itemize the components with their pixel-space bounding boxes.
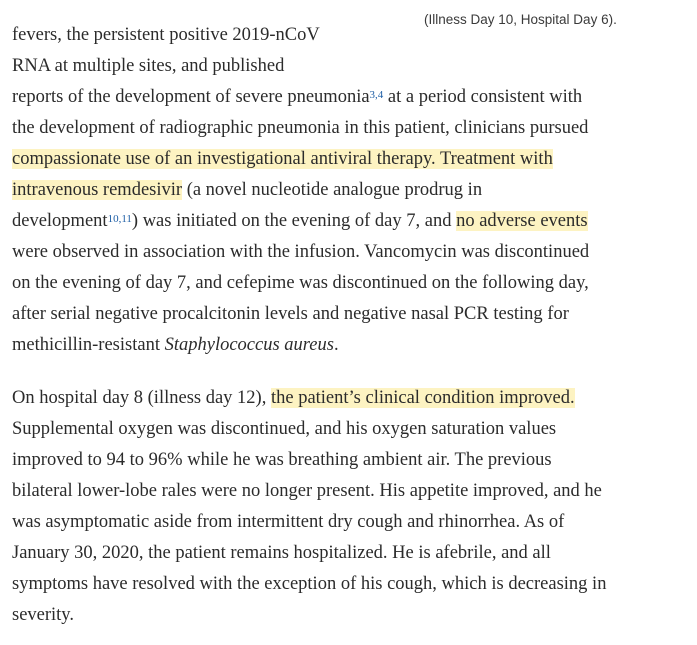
text-line: was asymptomatic aside from intermittent dry cough and rhinorrhea. As of <box>12 512 565 532</box>
text-line: RNA at multiple sites, and published <box>12 56 285 76</box>
highlight[interactable]: intravenous remdesivir <box>12 180 183 200</box>
text-line: after serial negative procalcitonin levels and negative nasal PCR testing for <box>12 304 569 324</box>
text-line: were observed in association with the infusion. Vancomycin was discontinued <box>12 242 590 262</box>
text-line: Supplemental oxygen was discontinued, and his oxygen saturation values <box>12 419 557 439</box>
text-line: improved to 94 to 96% while he was breathing ambient air. The previous <box>12 450 552 470</box>
text-span: reports of the development of severe pneumonia <box>12 87 370 107</box>
text-line <box>12 383 575 414</box>
reference-link[interactable]: 3,4 <box>369 89 384 101</box>
text-line <box>12 206 588 237</box>
text-line <box>12 330 339 361</box>
text-span: methicillin-resistant <box>12 335 165 355</box>
text-span: (a novel nucleotide analogue prodrug in <box>182 180 483 200</box>
figure-caption: (Illness Day 10, Hospital Day 6). <box>424 12 617 27</box>
text-span: . <box>333 335 339 355</box>
reference-link[interactable]: 10,11 <box>107 213 132 225</box>
text-line: on the evening of day 7, and cefepime was discontinued on the following day, <box>12 273 589 293</box>
text-line: severity. <box>12 605 74 625</box>
text-line: January 30, 2020, the patient remains hospitalized. He is afebrile, and all <box>12 543 551 563</box>
highlight[interactable]: compassionate use of an investigational antiviral therapy. Treatment with <box>12 149 553 169</box>
text-line <box>12 175 482 206</box>
text-line <box>12 144 553 175</box>
text-line: bilateral lower-lobe rales were no longer present. His appetite improved, and he <box>12 481 602 501</box>
text-span: On hospital day 8 (illness day 12), <box>12 388 271 408</box>
highlight[interactable]: the patient’s clinical condition improved. <box>270 388 575 408</box>
text-span: at a period consistent with <box>383 87 583 107</box>
organism-name: Staphylococcus aureus <box>164 335 334 355</box>
text-line: symptoms have resolved with the exception of his cough, which is decreasing in <box>12 574 607 594</box>
text-line <box>12 82 582 113</box>
text-span: ) was initiated on the evening of day 7, and <box>131 211 457 231</box>
text-line: the development of radiographic pneumonia in this patient, clinicians pursued <box>12 118 589 138</box>
text-span: development <box>12 211 108 231</box>
text-line: fevers, the persistent positive 2019-nCoV <box>12 25 320 45</box>
highlight[interactable]: no adverse events <box>456 211 588 231</box>
